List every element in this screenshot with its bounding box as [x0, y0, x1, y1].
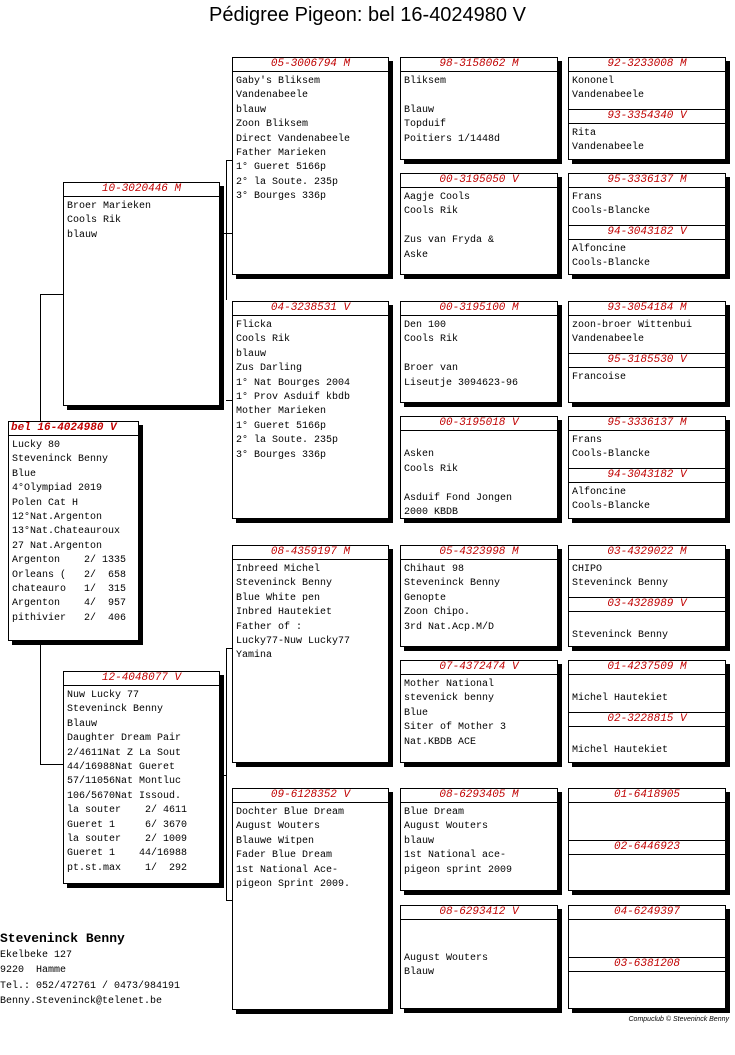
- ancestor-pair-card: [568, 788, 726, 891]
- info-line: Alfoncine: [572, 244, 627, 255]
- ring-number: 08-6293412 V: [401, 906, 557, 920]
- info-line: August Wouters: [404, 821, 489, 833]
- info-line: August Wouters: [236, 821, 321, 833]
- ring-number: 05-3006794 M: [233, 58, 388, 72]
- info-line: Vandenabeele: [572, 90, 645, 102]
- info-line: Asduif Fond Jongen: [404, 492, 513, 504]
- info-line: Liseutje 3094623-96: [404, 377, 519, 389]
- info-line: Frans: [572, 192, 603, 203]
- ancestor-pair-card: [568, 545, 726, 647]
- info-line: blauw: [67, 229, 98, 241]
- grandparent-card: [232, 545, 389, 763]
- info-line: Blue: [404, 707, 429, 719]
- info-line: 106/5670Nat Issoud.: [67, 790, 182, 802]
- info-line: Alfoncine: [572, 487, 627, 498]
- sire-ring: 10-3020446 M: [64, 183, 219, 197]
- info-line: Lucky 80: [12, 440, 61, 451]
- info-line: Dochter Blue Dream: [236, 807, 345, 818]
- ring-number: 94-3043182 V: [569, 225, 725, 240]
- info-line: Rita: [572, 128, 597, 139]
- owner-city: 9220 Hamme: [0, 965, 67, 977]
- info-line: Fader Blue Dream: [236, 850, 333, 862]
- grandparent-card: [232, 788, 389, 1010]
- ring-number: 09-6128352 V: [233, 789, 388, 803]
- info-line: 1st National ace-: [404, 850, 507, 862]
- ring-number: 07-4372474 V: [401, 661, 557, 675]
- info-line: Broer Marieken: [67, 201, 152, 212]
- info-line: Zus van Fryda &: [404, 235, 495, 247]
- info-line: 1° Nat Bourges 2004: [236, 377, 351, 389]
- info-line: stevenick benny: [404, 693, 495, 705]
- info-line: Zoon Bliksem: [236, 119, 309, 131]
- info-line: Polen Cat H: [12, 497, 79, 509]
- info-line: Zoon Chipo.: [404, 607, 471, 619]
- info-line: 1° Gueret 5166p: [236, 162, 327, 174]
- connector: [226, 160, 227, 300]
- info-line: 4°Olympiad 2019: [12, 483, 103, 495]
- info-line: 3rd Nat.Acp.M/D: [404, 621, 495, 633]
- info-line: Argenton 2/ 1335: [12, 555, 127, 567]
- ring-number: 05-4323998 M: [401, 546, 557, 560]
- great-grandparent-card: [400, 905, 558, 1009]
- info-line: [404, 937, 557, 951]
- info-line: Blauw: [404, 967, 435, 979]
- info-line: Nuw Lucky 77: [67, 690, 140, 701]
- info-line: Den 100: [404, 320, 447, 331]
- info-line: Inbreed Michel: [236, 564, 321, 575]
- info-line: 1st National Ace-: [236, 864, 339, 876]
- info-line: [404, 348, 557, 362]
- ring-number: 93-3354340 V: [569, 109, 725, 124]
- dam-ring: 12-4048077 V: [64, 672, 219, 686]
- ring-number: 00-3195018 V: [401, 417, 557, 431]
- ring-number: 02-6446923: [569, 840, 725, 855]
- info-line: Cools-Blancke: [572, 449, 651, 461]
- page-title: Pédigree Pigeon: bel 16-4024980 V: [209, 4, 526, 26]
- info-line: Inbred Hautekiet: [236, 607, 333, 619]
- connector: [40, 294, 64, 295]
- info-line: pigeon sprint 2009: [404, 864, 513, 876]
- great-grandparent-card: [400, 173, 558, 275]
- info-line: Orleans ( 2/ 658: [12, 569, 127, 581]
- info-line: 1° Gueret 5166p: [236, 420, 327, 432]
- info-line: Argenton 4/ 957: [12, 598, 127, 610]
- great-grandparent-card: [400, 301, 558, 403]
- ancestor-pair-card: [568, 660, 726, 763]
- info-line: Cools Rik: [236, 334, 291, 346]
- info-line: Broer van: [404, 363, 459, 375]
- info-line: Francoise: [572, 372, 627, 383]
- info-line: la souter 2/ 4611: [67, 805, 188, 817]
- info-line: Cools-Blancke: [572, 206, 651, 218]
- great-grandparent-card: [400, 545, 558, 647]
- info-line: 27 Nat.Argenton: [12, 540, 103, 552]
- info-line: 2° la Soute. 235p: [236, 176, 339, 188]
- info-line: zoon-broer Wittenbui: [572, 320, 693, 331]
- info-line: Yamina: [236, 650, 273, 662]
- info-line: Father Marieken: [236, 147, 327, 159]
- ancestor-pair-card: [568, 173, 726, 275]
- info-line: Blue Dream: [404, 807, 465, 818]
- great-grandparent-card: [400, 416, 558, 519]
- info-line: Cools Rik: [404, 206, 459, 218]
- ancestor-pair-card: [568, 301, 726, 403]
- ring-number: 00-3195050 V: [401, 174, 557, 188]
- ancestor-pair-card: [568, 57, 726, 160]
- info-line: Vandenabeele: [572, 142, 645, 154]
- grandparent-card: [232, 57, 389, 275]
- info-line: 2/4611Nat Z La Sout: [67, 747, 182, 759]
- ring-number: 03-6381208: [569, 957, 725, 972]
- info-line: Vandenabeele: [572, 334, 645, 346]
- owner-email[interactable]: Benny.Steveninck@telenet.be: [0, 996, 163, 1008]
- ring-number: 00-3195100 M: [401, 302, 557, 316]
- info-line: blauw: [404, 835, 435, 847]
- ring-number: 98-3158062 M: [401, 58, 557, 72]
- owner-address: Ekelbeke 127: [0, 950, 73, 961]
- info-line: Steveninck Benny: [236, 578, 333, 590]
- info-line: Chihaut 98: [404, 564, 465, 575]
- connector: [40, 641, 41, 764]
- owner-phone: Tel.: 052/472761 / 0473/984191: [0, 980, 181, 992]
- info-line: Siter of Mother 3: [404, 722, 507, 734]
- info-line: [404, 477, 557, 491]
- great-grandparent-card: [400, 660, 558, 763]
- info-line: Michel Hautekiet: [572, 693, 669, 705]
- info-line: Steveninck Benny: [572, 630, 669, 642]
- connector: [40, 294, 41, 421]
- info-line: Steveninck Benny: [67, 704, 164, 716]
- ancestor-pair-card: [568, 905, 726, 1009]
- info-line: Mother National: [404, 679, 495, 690]
- info-line: [572, 730, 725, 744]
- info-line: Poitiers 1/1448d: [404, 133, 501, 145]
- info-line: Bliksem: [404, 76, 447, 87]
- owner-info: [0, 930, 180, 1010]
- info-line: Direct Vandenabeele: [236, 133, 351, 145]
- info-line: 2000 KBDB: [404, 506, 459, 518]
- info-line: Vandenabeele: [236, 90, 309, 102]
- ring-number: 95-3185530 V: [569, 353, 725, 368]
- subject-card: [8, 421, 139, 641]
- info-line: Zus Darling: [236, 363, 303, 375]
- grandparent-card: [232, 301, 389, 519]
- owner-name: Steveninck Benny: [0, 931, 125, 946]
- ring-number: 93-3054184 M: [569, 302, 725, 316]
- info-line: [572, 615, 725, 629]
- info-line: Steveninck Benny: [404, 578, 501, 590]
- great-grandparent-card: [400, 788, 558, 891]
- info-line: Blauw: [404, 104, 435, 116]
- info-line: Daughter Dream Pair: [67, 733, 182, 745]
- info-line: Asken: [404, 449, 435, 461]
- info-line: 2° la Soute. 235p: [236, 435, 339, 447]
- info-line: pt.st.max 1/ 292: [67, 862, 188, 874]
- info-line: Blue White pen: [236, 592, 321, 604]
- info-line: [404, 923, 557, 937]
- info-line: Cools-Blancke: [572, 258, 651, 270]
- connector: [40, 764, 64, 765]
- info-line: CHIPO: [572, 564, 603, 575]
- ring-number: 03-4329022 M: [569, 546, 725, 560]
- info-line: 57/11056Nat Montluc: [67, 776, 182, 788]
- info-line: Aske: [404, 249, 429, 261]
- ring-number: 01-6418905: [569, 789, 725, 803]
- info-line: Cools Rik: [67, 215, 122, 227]
- ring-number: 04-6249397: [569, 906, 725, 920]
- info-line: Steveninck Benny: [572, 578, 669, 590]
- info-line: blauw: [236, 104, 267, 116]
- dam-card: [63, 671, 220, 884]
- ring-number: 95-3336137 M: [569, 417, 725, 431]
- info-line: Father of :: [236, 621, 303, 633]
- info-line: Cools Rik: [404, 463, 459, 475]
- info-line: 3° Bourges 336p: [236, 449, 327, 461]
- ring-number: 92-3233008 M: [569, 58, 725, 72]
- info-line: Steveninck Benny: [12, 454, 109, 466]
- info-line: Aagje Cools: [404, 192, 471, 203]
- info-line: [404, 434, 557, 448]
- info-line: Michel Hautekiet: [572, 745, 669, 757]
- ancestor-pair-card: [568, 416, 726, 519]
- info-line: pigeon Sprint 2009.: [236, 878, 351, 890]
- info-line: Lucky77-Nuw Lucky77: [236, 635, 351, 647]
- info-line: Topduif: [404, 119, 447, 131]
- connector: [219, 775, 227, 776]
- info-line: August Wouters: [404, 952, 489, 964]
- info-line: Flicka: [236, 320, 273, 331]
- info-line: Mother Marieken: [236, 406, 327, 418]
- info-line: blauw: [236, 348, 267, 360]
- info-line: Blue: [12, 468, 37, 480]
- ring-number: 08-6293405 M: [401, 789, 557, 803]
- info-line: 44/16988Nat Gueret: [67, 761, 176, 773]
- info-line: Nat.KBDB ACE: [404, 736, 477, 748]
- info-line: Gueret 1 6/ 3670: [67, 819, 188, 831]
- info-line: Gueret 1 44/16988: [67, 848, 188, 860]
- info-line: 13°Nat.Chateauroux: [12, 526, 121, 538]
- info-line: Genopte: [404, 592, 447, 604]
- subject-ring: bel 16-4024980 V: [9, 422, 138, 436]
- ring-number: 03-4328989 V: [569, 597, 725, 612]
- ring-number: 95-3336137 M: [569, 174, 725, 188]
- footer-credit: Compuclub © Steveninck Benny: [628, 1016, 729, 1023]
- sire-card: [63, 182, 220, 406]
- info-line: Cools-Blancke: [572, 501, 651, 513]
- info-line: 12°Nat.Argenton: [12, 511, 103, 523]
- info-line: pithivier 2/ 406: [12, 612, 127, 624]
- ring-number: 01-4237509 M: [569, 661, 725, 675]
- info-line: 3° Bourges 336p: [236, 191, 327, 203]
- info-line: Blauwe Witpen: [236, 835, 315, 847]
- ring-number: 94-3043182 V: [569, 468, 725, 483]
- info-line: chateauro 1/ 315: [12, 583, 127, 595]
- great-grandparent-card: [400, 57, 558, 160]
- info-line: Cools Rik: [404, 334, 459, 346]
- info-line: Blauw: [67, 718, 98, 730]
- info-line: la souter 2/ 1009: [67, 833, 188, 845]
- ring-number: 02-3228815 V: [569, 712, 725, 727]
- info-line: [572, 678, 725, 692]
- ring-number: 04-3238531 V: [233, 302, 388, 316]
- info-line: Frans: [572, 435, 603, 446]
- info-line: Kononel: [572, 76, 615, 87]
- info-line: [404, 89, 557, 103]
- ring-number: 08-4359197 M: [233, 546, 388, 560]
- info-line: 1° Prov Asduif kbdb: [236, 391, 351, 403]
- info-line: Gaby's Bliksem: [236, 76, 321, 87]
- info-line: [404, 220, 557, 234]
